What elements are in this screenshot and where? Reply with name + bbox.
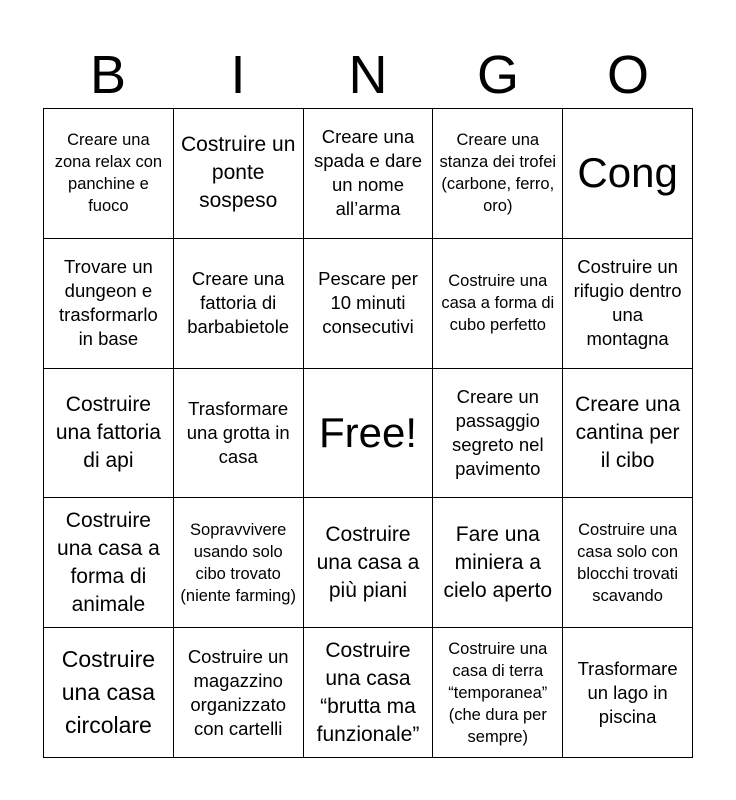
cell-text: Costruire un rifugio dentro una montagna xyxy=(573,256,682,350)
header-letter-o: O xyxy=(606,45,649,105)
cell-text: Cong xyxy=(577,149,678,197)
bingo-grid xyxy=(43,108,693,758)
bingo-cell[interactable] xyxy=(174,109,304,239)
cell-text: Sopravvivere usando solo cibo trovato (niente farming) xyxy=(180,520,296,605)
cell-text: Costruire una casa a più piani xyxy=(316,522,420,602)
bingo-cell[interactable] xyxy=(174,239,304,369)
cell-text: Creare una spada e dare un nome all’arma xyxy=(313,126,422,220)
cell-text: Costruire un magazzino organizzato con cartelli xyxy=(187,645,289,739)
bingo-cell[interactable] xyxy=(433,109,563,239)
cell-text: Costruire una casa a forma di animale xyxy=(57,508,160,616)
cell-text: Costruire una casa “brutta ma funzionale” xyxy=(316,638,420,746)
bingo-cell[interactable] xyxy=(174,369,304,499)
bingo-cell[interactable] xyxy=(44,369,174,499)
cell-text: Pescare per 10 minuti consecutivi xyxy=(318,268,418,338)
bingo-cell[interactable] xyxy=(433,498,563,628)
bingo-cell[interactable] xyxy=(563,109,693,239)
free-label: Free! xyxy=(318,408,417,456)
bingo-cell[interactable] xyxy=(174,628,304,758)
cell-text: Trovare un dungeon e trasformarlo in base xyxy=(59,256,158,350)
bingo-cell[interactable] xyxy=(563,239,693,369)
bingo-cell[interactable] xyxy=(433,239,563,369)
header-letter-g: G xyxy=(476,45,519,105)
bingo-header xyxy=(43,40,693,110)
cell-text: Costruire una casa solo con blocchi trovati scavando xyxy=(577,520,679,605)
bingo-cell[interactable] xyxy=(44,109,174,239)
bingo-cell[interactable] xyxy=(304,498,434,628)
bingo-cell[interactable] xyxy=(563,369,693,499)
cell-text: Creare un passaggio segreto nel pavimento xyxy=(452,385,544,479)
bingo-cell[interactable] xyxy=(304,239,434,369)
bingo-cell[interactable] xyxy=(563,628,693,758)
bingo-cell[interactable] xyxy=(304,109,434,239)
bingo-cell[interactable] xyxy=(304,628,434,758)
bingo-cell[interactable] xyxy=(44,498,174,628)
cell-text: Fare una miniera a cielo aperto xyxy=(443,522,553,602)
cell-text: Costruire una casa di terra “temporanea” (che dura per sempre) xyxy=(448,639,548,746)
header-letter-i: I xyxy=(230,45,246,105)
cell-text: Trasformare una grotta in casa xyxy=(186,397,290,467)
cell-text: Costruire una fattoria di api xyxy=(55,392,161,472)
cell-text: Creare una cantina per il cibo xyxy=(575,392,681,472)
cell-text: Costruire una casa circolare xyxy=(61,646,156,739)
header-letter-n: N xyxy=(348,45,388,105)
bingo-cell[interactable] xyxy=(433,369,563,499)
cell-text: Trasformare un lago in piscina xyxy=(577,657,678,727)
cell-text: Creare una fattoria di barbabietole xyxy=(187,268,290,338)
cell-text: Costruire un ponte sospeso xyxy=(181,133,296,213)
header-letter-b: B xyxy=(89,45,127,105)
free-cell[interactable] xyxy=(304,369,434,499)
bingo-cell[interactable] xyxy=(433,628,563,758)
cell-text: Creare una stanza dei trofei (carbone, ferro, oro) xyxy=(439,131,557,216)
cell-text: Creare una zona relax con panchine e fuoco xyxy=(54,131,163,216)
bingo-cell[interactable] xyxy=(44,628,174,758)
bingo-cell[interactable] xyxy=(44,239,174,369)
cell-text: Costruire una casa a forma di cubo perfetto xyxy=(441,272,555,335)
bingo-cell[interactable] xyxy=(174,498,304,628)
bingo-cell[interactable] xyxy=(563,498,693,628)
